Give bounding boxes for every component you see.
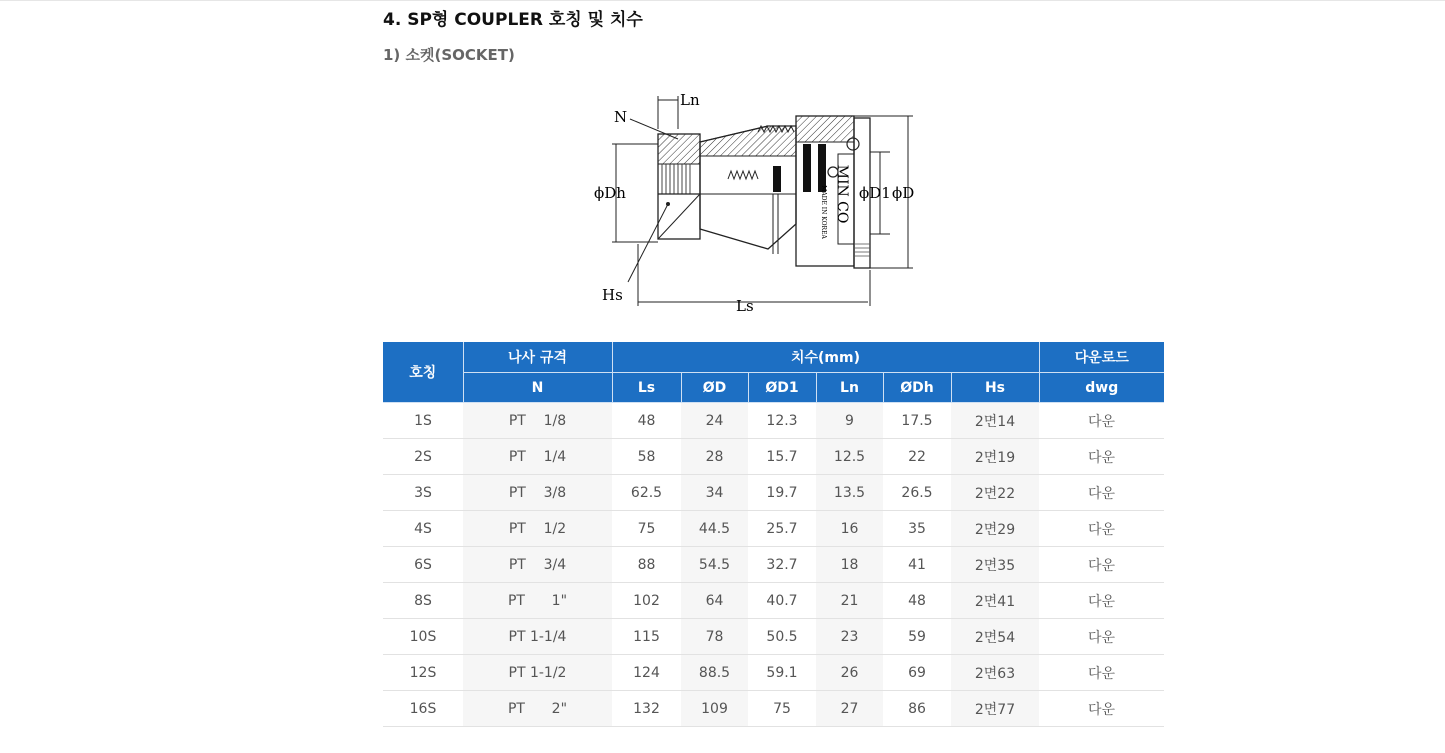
col-thread-header: 나사 규격 <box>463 342 612 373</box>
cell-dh: 17.5 <box>883 403 951 439</box>
cell-d1: 32.7 <box>748 547 816 583</box>
cell-ls: 58 <box>612 439 681 475</box>
cell-thread: PT 3/8 <box>463 475 612 511</box>
cell-name: 6S <box>383 547 463 583</box>
cell-name: 16S <box>383 691 463 727</box>
dim-hs-label: Hs <box>602 286 623 304</box>
download-link[interactable]: 다운 <box>1039 475 1164 511</box>
cell-thread: PT 3/4 <box>463 547 612 583</box>
cell-dh: 59 <box>883 619 951 655</box>
cell-hs: 2면22 <box>951 475 1039 511</box>
cell-d: 44.5 <box>681 511 748 547</box>
top-divider <box>0 0 1445 1</box>
cell-d: 64 <box>681 583 748 619</box>
dim-n-label: N <box>614 108 628 126</box>
cell-d: 109 <box>681 691 748 727</box>
col-name-header: 호칭 <box>383 342 463 403</box>
download-link[interactable]: 다운 <box>1039 619 1164 655</box>
cell-dh: 69 <box>883 655 951 691</box>
col-dimensions-header: 치수(mm) <box>612 342 1039 373</box>
col-dh-header: ØDh <box>883 373 951 403</box>
cell-ls: 132 <box>612 691 681 727</box>
cell-ln: 27 <box>816 691 883 727</box>
cell-ln: 12.5 <box>816 439 883 475</box>
cell-hs: 2면41 <box>951 583 1039 619</box>
dim-ls-label: Ls <box>736 297 754 315</box>
cell-thread: PT 1/4 <box>463 439 612 475</box>
table-row <box>383 619 1164 655</box>
cell-thread: PT 1-1/2 <box>463 655 612 691</box>
download-link[interactable]: 다운 <box>1039 655 1164 691</box>
cell-name: 8S <box>383 583 463 619</box>
col-ln-header: Ln <box>816 373 883 403</box>
cell-dh: 35 <box>883 511 951 547</box>
cell-hs: 2면29 <box>951 511 1039 547</box>
cell-ln: 21 <box>816 583 883 619</box>
dim-d1-label: ϕD1 <box>859 184 891 202</box>
col-ls-header: Ls <box>612 373 681 403</box>
cell-thread: PT 2" <box>463 691 612 727</box>
spec-table <box>383 342 1164 727</box>
download-link[interactable]: 다운 <box>1039 511 1164 547</box>
table-row <box>383 403 1164 439</box>
made-in-mark: MADE IN KOREA <box>820 185 827 239</box>
cell-d1: 50.5 <box>748 619 816 655</box>
cell-ln: 13.5 <box>816 475 883 511</box>
table-row <box>383 691 1164 727</box>
cell-hs: 2면35 <box>951 547 1039 583</box>
cell-ls: 124 <box>612 655 681 691</box>
download-link[interactable]: 다운 <box>1039 691 1164 727</box>
cell-ln: 9 <box>816 403 883 439</box>
cell-name: 4S <box>383 511 463 547</box>
cell-d1: 19.7 <box>748 475 816 511</box>
cell-hs: 2면77 <box>951 691 1039 727</box>
cell-ln: 26 <box>816 655 883 691</box>
cell-ls: 62.5 <box>612 475 681 511</box>
cell-d: 24 <box>681 403 748 439</box>
cell-d1: 25.7 <box>748 511 816 547</box>
cell-thread: PT 1/2 <box>463 511 612 547</box>
download-link[interactable]: 다운 <box>1039 439 1164 475</box>
cell-dh: 22 <box>883 439 951 475</box>
dim-ln-label: Ln <box>680 91 700 109</box>
table-row <box>383 655 1164 691</box>
cell-d1: 40.7 <box>748 583 816 619</box>
cell-ls: 102 <box>612 583 681 619</box>
dim-dh-label: ϕDh <box>594 184 626 202</box>
table-header-top <box>383 342 1164 373</box>
cell-hs: 2면14 <box>951 403 1039 439</box>
cell-ls: 48 <box>612 403 681 439</box>
cell-thread: PT 1-1/4 <box>463 619 612 655</box>
cell-hs: 2면54 <box>951 619 1039 655</box>
cell-dh: 48 <box>883 583 951 619</box>
cell-d: 78 <box>681 619 748 655</box>
cell-hs: 2면63 <box>951 655 1039 691</box>
cell-d: 88.5 <box>681 655 748 691</box>
cell-ln: 16 <box>816 511 883 547</box>
cell-name: 2S <box>383 439 463 475</box>
table-row <box>383 511 1164 547</box>
table-row <box>383 583 1164 619</box>
cell-name: 3S <box>383 475 463 511</box>
cell-thread: PT 1" <box>463 583 612 619</box>
cell-d1: 12.3 <box>748 403 816 439</box>
col-dwg-header: dwg <box>1039 373 1164 403</box>
cell-ls: 75 <box>612 511 681 547</box>
cell-d1: 59.1 <box>748 655 816 691</box>
cell-dh: 41 <box>883 547 951 583</box>
section-title: 4. SP형 COUPLER 호칭 및 치수 <box>383 10 643 30</box>
cell-dh: 86 <box>883 691 951 727</box>
table-row <box>383 547 1164 583</box>
dim-d-label: ϕD <box>892 184 915 202</box>
cell-name: 12S <box>383 655 463 691</box>
cell-d1: 15.7 <box>748 439 816 475</box>
cell-hs: 2면19 <box>951 439 1039 475</box>
cell-ls: 115 <box>612 619 681 655</box>
download-link[interactable]: 다운 <box>1039 547 1164 583</box>
cell-d1: 75 <box>748 691 816 727</box>
cell-d: 28 <box>681 439 748 475</box>
download-link[interactable]: 다운 <box>1039 403 1164 439</box>
download-link[interactable]: 다운 <box>1039 583 1164 619</box>
table-header-sub <box>383 373 1164 403</box>
col-hs-header: Hs <box>951 373 1039 403</box>
col-d-header: ØD <box>681 373 748 403</box>
col-n-header: N <box>463 373 612 403</box>
cell-name: 1S <box>383 403 463 439</box>
cell-d: 34 <box>681 475 748 511</box>
cell-ln: 23 <box>816 619 883 655</box>
section-subtitle: 1) 소켓(SOCKET) <box>383 46 515 64</box>
col-download-header: 다운로드 <box>1039 342 1164 373</box>
cell-d: 54.5 <box>681 547 748 583</box>
brand-mark: MIN CO <box>834 164 850 224</box>
table-row <box>383 475 1164 511</box>
socket-drawing <box>594 84 938 318</box>
table-row <box>383 439 1164 475</box>
col-d1-header: ØD1 <box>748 373 816 403</box>
cell-name: 10S <box>383 619 463 655</box>
cell-dh: 26.5 <box>883 475 951 511</box>
cell-thread: PT 1/8 <box>463 403 612 439</box>
cell-ls: 88 <box>612 547 681 583</box>
cell-ln: 18 <box>816 547 883 583</box>
